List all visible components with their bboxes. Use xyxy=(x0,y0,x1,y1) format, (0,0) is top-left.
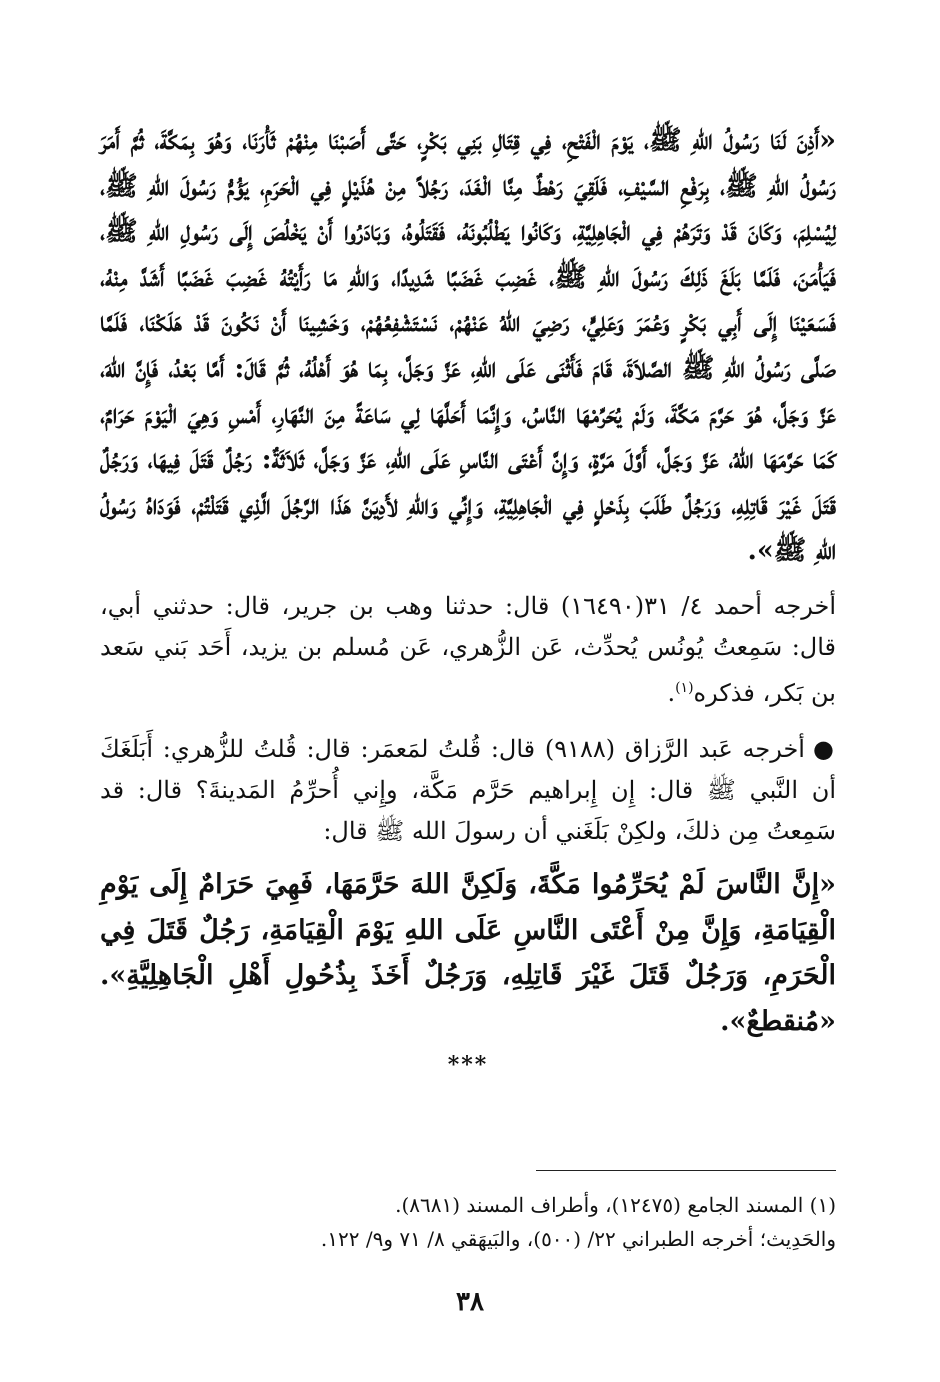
footnote-divider xyxy=(536,1170,836,1171)
takhrij-text-2: أخرجه عَبد الرَّزاق (٩١٨٨) قال: قُلتُ لمَعمَر: قال: قُلتُ للزُّهري: أَبَلَغَكَ أن النَّبي ﷺ قال: إِن إِبراهيم حَرَّم مَكَّة، وإِني أُحرِّمُ المَدينةَ؟ قال: قد سَمِعتُ مِن ذلكَ، ولكِنْ بَلَغَني أن رسولَ الله ﷺ قال: xyxy=(100,734,836,845)
takhrij-end-1: . xyxy=(667,678,676,707)
page-number: ٣٨ xyxy=(456,1287,484,1317)
footnotes xyxy=(100,1188,836,1256)
bullet-icon: ● xyxy=(812,733,836,763)
footnote-ref-1: (١) xyxy=(675,679,694,696)
footnote-1: (١) المسند الجامع (١٢٤٧٥)، وأطراف المسند (٨٦٨١). xyxy=(395,1193,836,1217)
hadith-text: «أَذِنَ لَنَا رَسُولُ اللهِ ﷺ، يَوْمَ الْفَتْحِ، فِي قِتَالِ بَنِي بَكْرٍ، حَتَّى أَصَبْنَا مِنْهُمْ ثَأْرَنَا، وَهُوَ بِمَكَّةَ، ثُمَّ أَمَرَ رَسُولُ اللهِ ﷺ، بِرَفْعِ السَّيْفِ، فَلَقِيَ رَهْطٌ مِنَّا الْغَدَ، رَجُلاً مِنْ هُذَيْلٍ فِي الْحَرَمِ، يَؤُمُّ رَسُولَ اللهِ ﷺ، لِيُسْلِمَ، وَكَانَ قَدْ وَتَرَهُمْ فِي الْجَاهِلِيَّةِ، وَكَانُوا يَطْلُبُونَهُ، فَقَتَلُوهُ، وَبَادَرُوا أَنْ يَخْلُصَ إِلَى رَسُولِ اللهِ ﷺ، فَيَأْمَنَ، فَلَمَّا بَلَغَ ذَلِكَ رَسُولَ اللهِ ﷺ، غَضِبَ غَضَبًا شَدِيدًا، وَاللهِ مَا رَأَيْتُهُ غَضِبَ غَضَبًا أَشَدَّ مِنْهُ، فَسَعَيْنَا إِلَى أَبِي بَكْرٍ وَعُمَرَ وَعَلِيٍّ، رَضِيَ اللهُ عَنْهُمْ، نَسْتَشْفِعُهُمْ، وَخَشِينَا أَنْ نَكُونَ قَدْ هَلَكْنَا، فَلَمَّا صَلَّى رَسُولُ اللهِ ﷺ الصَّلاَةَ، قَامَ فَأَثْنَى عَلَى اللهِ، عَزَّ وَجَلَّ، بِمَا هُوَ أَهْلُهُ، ثُمَّ قَالَ: أَمَّا بَعْدُ، فَإِنَّ اللهَ، عَزَّ وَجَلَّ، هُوَ حَرَّمَ مَكَّةَ، وَلَمْ يُحَرِّمْهَا النَّاسُ، وَإِنَّمَا أَحَلَّهَا لِي سَاعَةً مِنَ النَّهَارِ، أَمْسِ وَهِيَ الْيَوْمَ حَرَامٌ، كَمَا حَرَّمَهَا اللهُ، عَزَّ وَجَلَّ، أَوَّلَ مَرَّةٍ، وَإِنَّ أَعْتَى النَّاسِ عَلَى اللهِ، عَزَّ وَجَلَّ، ثَلاَثَةٌ: رَجُلٌ قَتَلَ فِيهَا، وَرَجُلٌ قَتَلَ غَيْرَ قَاتِلِهِ، وَرَجُلٌ طَلَبَ بِذَحْلٍ فِي الْجَاهِلِيَّةِ، وَإِنِّي وَاللهِ لأَدِيَنَّ هَذَا الرَّجُلَ الَّذِي قَتَلْتُمْ، فَوَدَاهُ رَسُولُ اللهِ ﷺ». xyxy=(100,125,837,567)
footnote-2: والحَدِيث؛ أخرجه الطبراني ٢٢/ (٥٠٠)، والبَيهَقي ٨/ ٧١ و٩/ ١٢٢. xyxy=(320,1227,836,1251)
hadith-text-2: «إِنَّ النَّاسَ لَمْ يُحَرِّمُوا مَكَّةَ، وَلَكِنَّ اللهَ حَرَّمَهَا، فَهِيَ حَرَامٌ إِلَى يَوْمِ الْقِيَامَةِ، وَإِنَّ مِنْ أَعْتَى النَّاسِ عَلَى اللهِ يَوْمَ الْقِيَامَةِ، رَجُلٌ قَتَلَ فِي الْحَرَمِ، وَرَجُلٌ قَتَلَ غَيْرَ قَاتِلِهِ، وَرَجُلٌ أَخَذَ بِذُحُولِ أَهْلِ الْجَاهِلِيَّةِ». «مُنقطعٌ». xyxy=(100,868,836,1037)
section-separator: *** xyxy=(447,1052,489,1079)
takhrij-text-1: أخرجه أحمد ٤/ ٣١(١٦٤٩٠) قال: حدثنا وهب بن جرير، قال: حدثني أبي، قال: سَمِعتُ يُونُس يُحدِّث، عَن الزُّهري، عَن مُسلم بن يزيد، أَحَد بَني سَعد بن بَكر، فذكره xyxy=(100,591,837,707)
takhrij-paragraph-2 xyxy=(100,728,836,852)
takhrij-paragraph-1 xyxy=(100,586,836,714)
